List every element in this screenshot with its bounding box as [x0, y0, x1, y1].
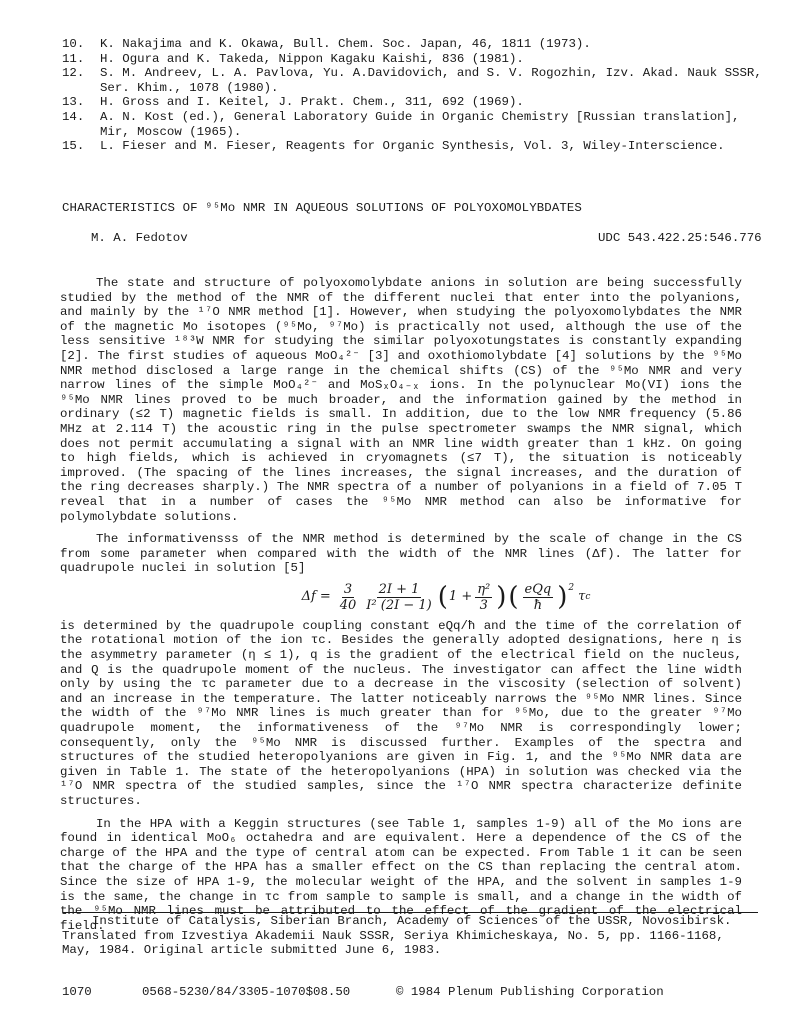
article-title: CHARACTERISTICS OF ⁹⁵Mo NMR IN AQUEOUS SOLUTIONS OF POLYOXOMOLYBDATES: [62, 201, 582, 215]
formula-fraction: [338, 582, 359, 613]
quadrupole-width-formula: [150, 582, 742, 613]
reference-item: [62, 37, 762, 52]
reference-number: 11.: [62, 51, 85, 66]
reference-number: 15.: [62, 139, 85, 154]
paren-close: ): [557, 582, 568, 613]
fraction-numerator: 3: [343, 581, 353, 597]
article-author: M. A. Fedotov: [91, 231, 188, 245]
formula-tau-subscript: c: [585, 592, 591, 603]
fraction-denominator: ħ: [533, 597, 543, 613]
body-paragraph: is determined by the quadrupole coupling constant eQq/ħ and the time of the correlation of the rotational motion of the ion τc. Besides the generally adopted designations, here η is the asymmetry parameter (η ≤ 1), q is the gradient of the electrical field on the nucleus, and Q is the quadrupole moment of the nucleus. The investigator can affect the line width only by using the τc parameter due to a decrease in the viscosity (selection of solvent) and an increase in the temperature. The latter noticeably narrows the ⁹⁵Mo NMR lines. Since the width of the ⁹⁷Mo NMR lines is much greater than for ⁹⁵Mo, due to the greater ⁹⁷Mo quadrupole moment, the informativeness of the ⁹⁷Mo NMR is correspondingly lower; consequently, only the ⁹⁵Mo NMR is discussed further. Examples of the spectra and structures of the studied heteropolyanions are given in Fig. 1, and the ⁹⁵Mo NMR data are given in Table 1. The state of the heteropolyanions (HPA) in solution was checked via the ¹⁷O NMR spectra of the studied samples, since the ¹⁷O NMR spectra characterize definite structures.: [60, 618, 742, 808]
reference-item: [62, 52, 762, 67]
formula-tau: τ: [578, 589, 586, 605]
fraction-numerator: η²: [477, 581, 491, 597]
body-paragraph: In the HPA with a Keggin structures (see Table 1, samples 1-9) all of the Mo ions are found in identical MoO₆ octahedra and are equivalent. Here a dependence of the CS of the charge of the HPA and the type of central atom can be expected. From Table 1 it can be seen that the charge of the HPA has a smaller effect on the CS than replacing the central atom. Since the size of HPA 1-9, the molecular weight of the HPA, and the solvent in samples 1-9 is the same, the change in τc from sample to sample is small, and a change in the width of the ⁹⁵Mo NMR lines must be attributed to the effect of the gradient of the electrical field.: [60, 816, 742, 933]
formula-equals: =: [319, 589, 331, 605]
reference-text: L. Fieser and M. Fieser, Reagents for Organic Synthesis, Vol. 3, Wiley-Interscience.: [100, 139, 725, 154]
reference-number: 10.: [62, 37, 85, 51]
formula-fraction: [523, 582, 554, 613]
fraction-denominator: 3: [479, 597, 488, 613]
paren-open: (: [437, 582, 448, 613]
reference-text: A. N. Kost (ed.), General Laboratory Guide in Organic Chemistry [Russian translation], Mir, Moscow (1965).: [100, 109, 740, 139]
reference-text: H. Ogura and K. Takeda, Nippon Kagaku Kaishi, 836 (1981).: [100, 51, 524, 66]
body-paragraph: The informativensss of the NMR method is determined by the scale of change in the CS from some parameter when compared with the width of the NMR lines (Δf). The latter for quadrupole nuclei in solution [5]: [60, 532, 742, 576]
reference-item: [62, 66, 762, 95]
reference-text: K. Nakajima and K. Okawa, Bull. Chem. Soc. Japan, 46, 1811 (1973).: [100, 37, 591, 51]
fraction-numerator: 2I + 1: [378, 581, 420, 597]
fraction-numerator: eQq: [524, 581, 552, 597]
reference-list: [62, 37, 762, 154]
affiliation-line: May, 1984. Original article submitted June 6, 1983.: [62, 943, 442, 958]
formula-lhs: Δf: [301, 589, 316, 605]
affiliation-footnote: [62, 914, 762, 958]
fraction-denominator: 40: [339, 597, 357, 613]
issn-code: 0568-5230/84/3305-1070$08.50: [142, 985, 351, 999]
affiliation-line: Institute of Catalysis, Siberian Branch, Academy of Sciences of the USSR, Novosibirsk.: [92, 914, 732, 928]
affiliation-line: Translated from Izvestiya Akademii Nauk SSSR, Seriya Khimicheskaya, No. 5, pp. 1166-1168,: [62, 928, 724, 943]
page-number: 1070: [62, 985, 92, 999]
reference-text: H. Gross and I. Keitel, J. Prakt. Chem., 311, 692 (1969).: [100, 95, 524, 110]
formula-fraction: [364, 582, 433, 613]
reference-number: 12.: [62, 66, 85, 81]
article-body: [60, 276, 742, 941]
formula-fraction: [475, 582, 492, 613]
reference-number: 14.: [62, 109, 85, 124]
formula-exponent: 2: [568, 583, 575, 594]
reference-number: 13.: [62, 95, 85, 110]
formula-term: 1 +: [448, 589, 473, 605]
copyright-notice: © 1984 Plenum Publishing Corporation: [396, 985, 664, 999]
body-paragraph: The state and structure of polyoxomolybdate anions in solution are being successfully studied by the method of the NMR of the different nuclei that enter into the polyanions, and mainly by the ¹⁷O NMR method [1]. However, when studying the polyoxomolybdates the NMR of the magnetic Mo isotopes (⁹⁵Mo, ⁹⁷Mo) is practically not used, although the use of the less sensitive ¹⁸³W NMR for studying the similar polyoxotungstates is constantly expanding [2]. The first studies of aqueous MoO₄²⁻ [3] and oxothiomolybdate [4] solutions by the ⁹⁵Mo NMR method disclosed a large range in the chemical shifts (CS) of the ⁹⁵Mo NMR and very narrow lines of the simple MoO₄²⁻ and MoSₓO₄₋ₓ ions. In the polynuclear Mo(VI) ions the ⁹⁵Mo NMR lines proved to be much broader, and the information gained by the method in ordinary (≤2 T) magnetic fields is small. In addition, due to the low NMR frequency (5.86 MHz at 2.114 T) the acoustic ring in the pulse spectrometer swamps the NMR signal, which does not permit accumulating a signal with an NMR line width greater than 1 kHz. On going to high fields, which is achieved in cryomagnets (≤7 T), the situation is noticeably improved. (The spacing of the lines increases, the signal increases, and the duration of the ring decreases sharply.) The NMR spectra of a number of polyanions in a field of 7.05 T reveal that in a number of cases the ⁹⁵Mo NMR method can also be informative for polymolybdate solutions.: [60, 276, 742, 524]
udc-code: UDC 543.422.25:546.776: [598, 231, 762, 245]
reference-item: [62, 110, 762, 139]
footnote-divider: [63, 912, 758, 913]
reference-item: [62, 139, 762, 154]
fraction-denominator: I² (2I − 1): [366, 597, 432, 613]
paren-open: (: [508, 582, 519, 613]
reference-text: S. M. Andreev, L. A. Pavlova, Yu. A.Davidovich, and S. V. Rogozhin, Izv. Akad. Nauk SSSR, Ser. Khim., 1078 (1980).: [100, 66, 762, 95]
reference-item: [62, 95, 762, 110]
paren-close: ): [496, 582, 507, 613]
